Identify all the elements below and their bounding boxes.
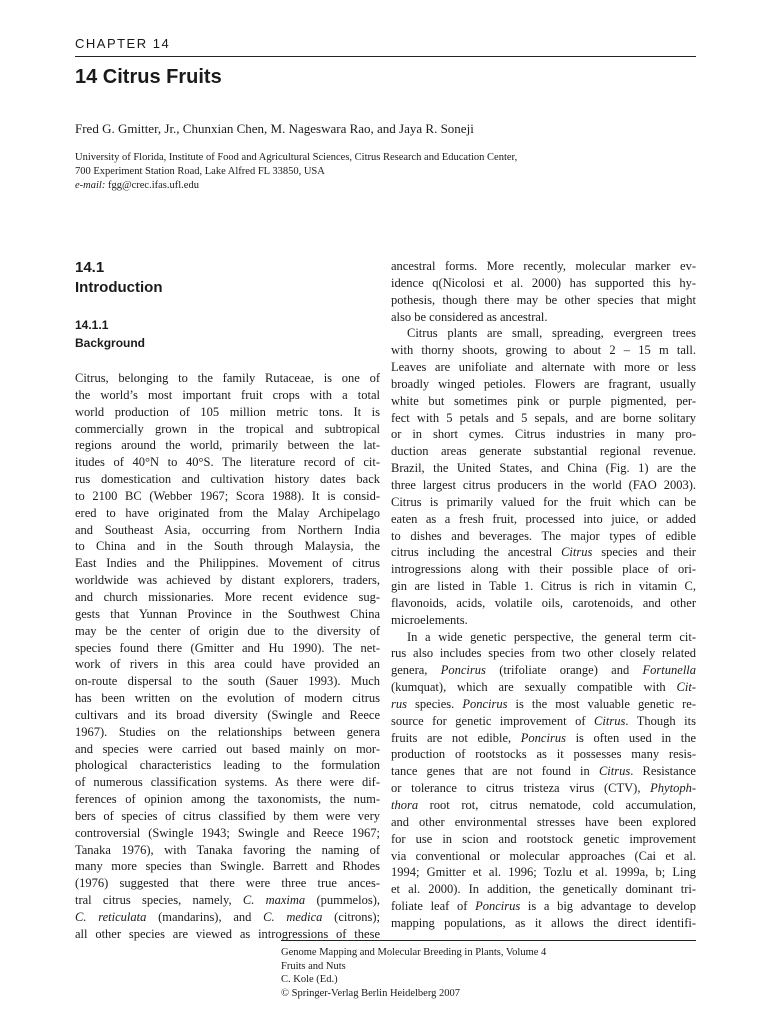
genus-name: Fortunella	[642, 663, 697, 678]
text-line: itudes of 40°N to 40°S. The literature record of cit-	[75, 455, 380, 470]
text-line: on-route dispersal to the south (Sauer 1993). Much	[75, 674, 380, 689]
text-line: and church missionaries. More recent evidence sug-	[75, 589, 380, 604]
text-line: via conventional or molecular approaches (Cai et al.	[391, 848, 696, 863]
text-line: East Indies and the Philippines. Movement of citrus	[75, 556, 380, 571]
text-run: foliate leaf of	[391, 899, 476, 914]
genus-name: Cit-	[676, 680, 696, 695]
genus-name: Poncirus	[462, 696, 508, 711]
footer-rule	[281, 940, 696, 941]
text-run: species.	[406, 696, 463, 711]
text-line: broadly winged petioles. Flowers are fragrant, usually	[391, 376, 696, 391]
text-line: idence q(Nicolosi et al. 2000) has supported this hy-	[391, 275, 696, 290]
text-line: rus domestication and cultivation history dates back	[75, 472, 380, 487]
species-name: C. reticulata	[75, 910, 147, 924]
section-number: 14.1	[75, 259, 105, 276]
text-line: gests that Yunnan Province in the Southwest China	[75, 606, 380, 621]
text-run: root rot, citrus nematode, cold accumulation,	[418, 798, 696, 812]
text-line: worldwide was achieved by distant explorers, traders,	[75, 573, 380, 588]
text-line: pothesis, though there may be other species that might	[391, 292, 696, 307]
affiliation	[75, 151, 517, 193]
text-run: . Resistance	[630, 764, 696, 779]
text-line: and other environmental stresses have been explored	[391, 814, 696, 829]
text-line: regions around the world, primarily between the lat-	[75, 438, 380, 453]
body-paragraph	[391, 629, 696, 932]
text-line	[391, 544, 696, 561]
body-paragraph	[391, 325, 696, 628]
text-run: citrus including the ancestral	[391, 545, 562, 560]
text-run: genera,	[391, 663, 441, 678]
text-line: all other species are viewed as introgressions of these	[75, 926, 380, 941]
text-line	[391, 713, 696, 730]
footer-volume-title: Fruits and Nuts	[281, 960, 346, 972]
text-line: to dishes and beverages. The major types of edible	[391, 528, 696, 543]
text-line: with thorny shoots, growing to about 2 – 15 m tall.	[391, 343, 696, 358]
text-line: Citrus is primarily valued for the fruit which can be	[391, 494, 696, 509]
left-column	[75, 258, 380, 943]
text-line: fect with 5 petals and 5 sepals, and are borne solitary	[391, 410, 696, 425]
text-line	[75, 909, 380, 926]
text-run: is often used in the	[565, 730, 696, 745]
text-line: ered to have originated from the Malay Archipelago	[75, 505, 380, 520]
text-line: Citrus, belonging to the family Rutaceae, is one of	[75, 371, 380, 385]
email-address: fgg@crec.ifas.ufl.edu	[107, 180, 199, 191]
text-line: phological characteristics leading to the formulation	[75, 758, 380, 773]
footer-editor: C. Kole (Ed.)	[281, 974, 338, 985]
text-run: is the most valuable genetic re-	[507, 696, 696, 711]
text-run: (mandarins), and	[146, 910, 264, 924]
subsection-number: 14.1.1	[75, 318, 109, 332]
text-line: ancestral forms. More recently, molecular marker ev-	[391, 259, 696, 273]
genus-name: Citrus	[594, 713, 626, 728]
text-line: has been written on the evolution of modern citrus	[75, 691, 380, 706]
subsection-title: Background	[75, 336, 146, 350]
text-line: flavonoids, acids, volatile oils, carotenoids, and other	[391, 595, 696, 610]
body-paragraph	[391, 258, 696, 325]
text-line: eaten as a fresh fruit, processed into juice, or added	[391, 511, 696, 526]
authors: Fred G. Gmitter, Jr., Chunxian Chen, M. Nageswara Rao, and Jaya R. Soneji	[75, 121, 474, 136]
text-line	[391, 730, 696, 747]
text-run: tance genes that are not found in	[391, 764, 599, 779]
text-line: or in short cymes. Citrus industries in many pro-	[391, 427, 696, 442]
text-line: and Southeast Asia, occurring from Northern India	[75, 522, 380, 537]
text-run: (trifoliate orange) and	[485, 663, 643, 678]
text-line: (1976) suggested that there were three true ances-	[75, 876, 380, 891]
email-line	[75, 179, 517, 193]
text-run: (kumquat), which are sexually compatible with	[391, 680, 677, 695]
text-line: white but sometimes pink or purple pigmented, per-	[391, 393, 696, 408]
text-line	[391, 679, 696, 696]
genus-name: Poncirus	[520, 730, 566, 745]
text-line	[391, 696, 696, 713]
text-line: gin are listed in Table 1. Citrus is rich in vitamin C,	[391, 579, 696, 594]
text-run: species and their	[592, 545, 696, 560]
section-title: Introduction	[75, 279, 163, 296]
body-paragraph	[75, 370, 380, 943]
footer-copyright: © Springer-Verlag Berlin Heidelberg 2007	[281, 987, 461, 999]
text-line: mapping populations, as it allows the direct identifi-	[391, 915, 696, 930]
text-line: Tanaka 1976), with Tanaka favoring the naming of	[75, 842, 380, 857]
text-line: may be the center of origin due to the diversity of	[75, 623, 380, 638]
text-line: for use in scion and rootstock genetic improvement	[391, 831, 696, 846]
text-run: (pummelos),	[305, 893, 380, 908]
genus-name: Citrus	[598, 764, 631, 779]
text-line: and species were carried out based mainly on mor-	[75, 741, 380, 756]
text-line: of numerous classification systems. As there were dif-	[75, 775, 380, 790]
text-line: 1967). Studies on the relationships between genera	[75, 724, 380, 739]
text-run: (citrons);	[322, 910, 380, 924]
affiliation-line: 700 Experiment Station Road, Lake Alfred FL 33850, USA	[75, 166, 325, 177]
text-run: tral citrus species, namely,	[75, 893, 243, 908]
text-line: to 2100 BC (Webber 1967; Scora 1988). It is consid-	[75, 488, 380, 503]
text-line: work of rivers in this area could have provided an	[75, 657, 380, 672]
text-line: et al. 2000). In addition, the genetically dominant tri-	[391, 882, 696, 897]
text-line: introgressions along with their possible place of ori-	[391, 562, 696, 577]
species-name: C. maxima	[242, 893, 306, 908]
text-line: to China and in the South through Malaysia, the	[75, 539, 380, 554]
species-name: C. medica	[263, 910, 323, 924]
genus-name: Citrus	[561, 545, 593, 560]
text-line: In a wide genetic perspective, the general term cit-	[407, 629, 696, 644]
text-line: production of rootstocks as it possesses many resis-	[391, 747, 696, 762]
genus-name: thora	[391, 798, 419, 812]
text-line: world production of 105 million metric tons. It is	[75, 404, 380, 419]
text-line: microelements.	[391, 612, 468, 627]
text-line: Leaves are unifoliate and alternate with more or less	[391, 360, 696, 375]
genus-name: Poncirus	[440, 663, 486, 678]
text-line: bers of species of citrus classified by them were very	[75, 808, 380, 823]
text-line: ferences of opinion among the taxonomists, the num-	[75, 792, 380, 807]
text-line	[391, 797, 696, 814]
text-run: is a big advantage to develop	[520, 899, 696, 914]
text-run: or tolerance to citrus tristeza virus (CTV),	[391, 781, 651, 796]
header-rule	[75, 56, 696, 57]
text-line	[391, 763, 696, 780]
text-line	[391, 898, 696, 915]
text-line: duction areas generate substantial regional revenue.	[391, 444, 696, 459]
text-line: Citrus plants are small, spreading, evergreen trees	[407, 326, 696, 341]
text-line: 1994; Gmitter et al. 1996; Tozlu et al. 1999a, b; Ling	[391, 865, 696, 880]
footer-series: Genome Mapping and Molecular Breeding in Plants, Volume 4	[281, 947, 547, 958]
email-label: e-mail:	[75, 180, 106, 191]
genus-name: rus	[391, 696, 407, 711]
right-column	[391, 258, 696, 932]
text-line: cultivars and its broad diversity (Swingle and Reece	[75, 707, 380, 722]
text-line: three largest citrus producers in the world (FAO 2003).	[391, 477, 696, 492]
genus-name: Phytoph-	[650, 781, 696, 796]
text-line	[391, 780, 696, 797]
text-line: controversial (Swingle 1943; Swingle and Reece 1967;	[75, 825, 380, 840]
text-line: many more species than Swingle. Barrett and Rhodes	[75, 859, 380, 874]
text-run: fruits are not edible,	[391, 730, 521, 745]
text-line: Brazil, the United States, and China (Fig. 1) are the	[391, 461, 696, 476]
text-line: rus also includes species from two other closely related	[391, 646, 696, 661]
publication-footer	[281, 946, 546, 1000]
text-line: the world’s most important fruit crops with a total	[75, 387, 380, 402]
text-run: . Though its	[625, 713, 696, 728]
text-line: species found there (Gmitter and Hu 1990). The net-	[75, 640, 380, 655]
text-line	[75, 892, 380, 909]
text-line: also be considered as ancestral.	[391, 309, 548, 324]
affiliation-line: University of Florida, Institute of Food and Agricultural Sciences, Citrus Research and Education Center,	[75, 152, 518, 163]
chapter-title: 14 Citrus Fruits	[75, 66, 222, 88]
chapter-label: CHAPTER 14	[75, 36, 171, 51]
text-line: commercially grown in the tropical and subtropical	[75, 421, 380, 436]
text-line	[391, 662, 696, 679]
text-run: source for genetic improvement of	[391, 713, 595, 728]
genus-name: Poncirus	[475, 899, 521, 914]
